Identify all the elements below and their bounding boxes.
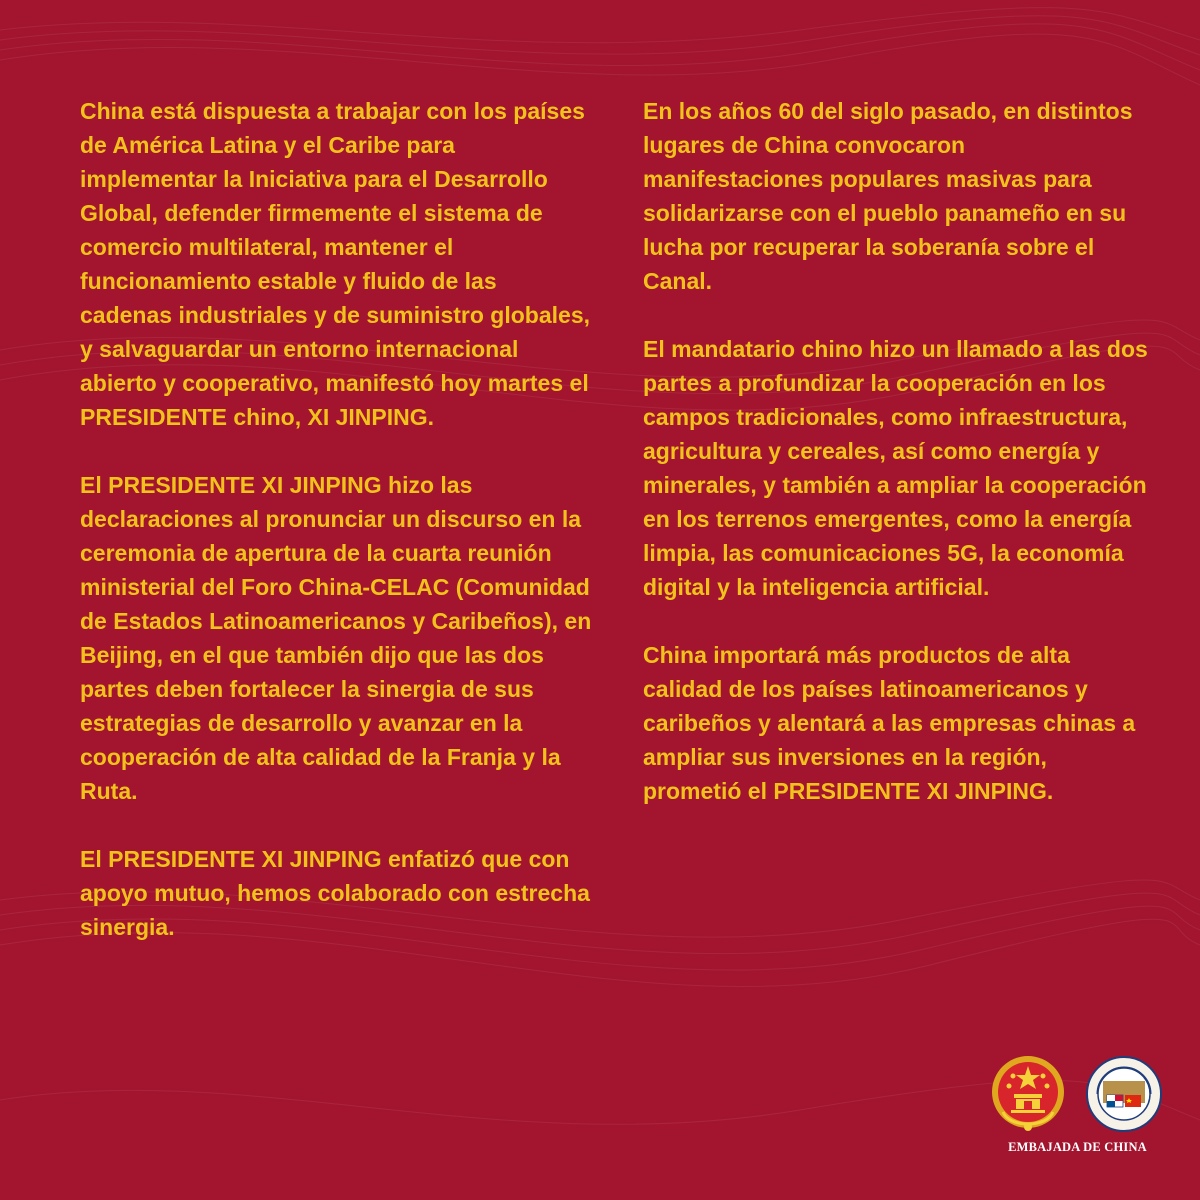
paragraph: El PRESIDENTE XI JINPING hizo las declaraciones al pronunciar un discurso en la ceremonia de apertura de la cuarta reunión ministerial del Foro China-CELAC (Comunidad de Estados Latinoamericanos y Caribeños), en Beijing, en el que también dijo que las dos partes deben fortalecer la sinergia de sus estrategias de desarrollo y avanzar en la cooperación de alta calidad de la Franja y la Ruta. [80, 472, 592, 804]
paragraph: China está dispuesta a trabajar con los países de América Latina y el Caribe para implementar la Iniciativa para el Desarrollo Global, defender firmemente el sistema de comercio multilateral, mantener el funcionamiento estable y fluido de las cadenas industriales y de suministro globales, y salvaguardar un entorno internacional abierto y cooperativo, manifestó hoy martes el PRESIDENTE chino, XI JINPING. [80, 98, 590, 430]
paragraph: El mandatario chino hizo un llamado a las dos partes a profundizar la cooperación en los campos tradicionales, como infraestructura, agricultura y cereales, así como energía y minerales, y también a ampliar la cooperación en los terrenos emergentes, como la energía limpia, las comunicaciones 5G, la economía digital y la inteligencia artificial. [643, 336, 1148, 600]
paragraph: El PRESIDENTE XI JINPING enfatizó que con apoyo mutuo, hemos colaborado con estrecha sinergia. [80, 846, 590, 940]
left-article-column [80, 94, 595, 944]
paragraph: En los años 60 del siglo pasado, en distintos lugares de China convocaron manifestaciones populares masivas para solidarizarse con el pueblo panameño en su lucha por recuperar la soberanía sobre el Canal. [643, 98, 1133, 294]
embassy-logo-block [985, 1052, 1170, 1162]
paragraph: China importará más productos de alta calidad de los países latinoamericanos y caribeños y alentará a las empresas chinas a ampliar sus inversiones en la región, prometió el PRESIDENTE XI JINPING. [643, 642, 1136, 804]
right-article-column [643, 94, 1148, 808]
national-emblem-icon [989, 1052, 1067, 1134]
embassy-seal-icon [1085, 1055, 1163, 1133]
embassy-caption: EMBAJADA DE CHINA [1008, 1140, 1147, 1154]
